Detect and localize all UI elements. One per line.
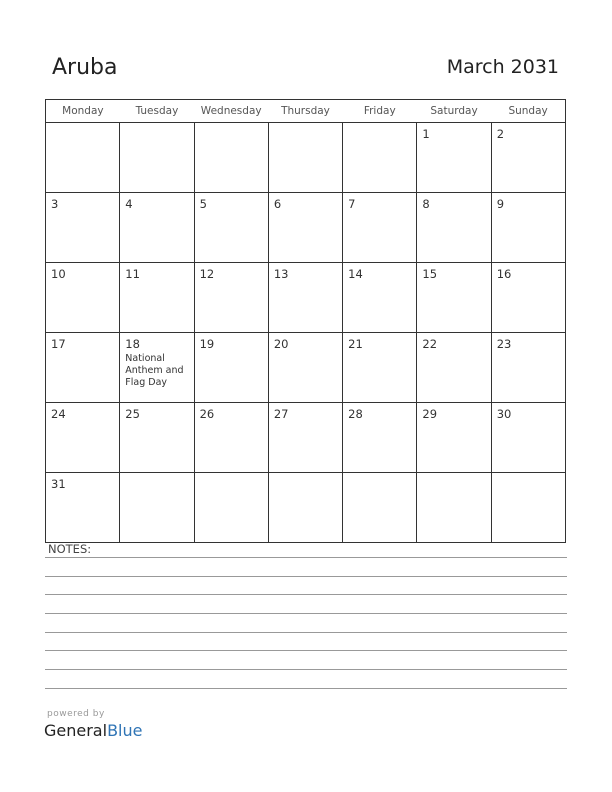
- day-cell: [491, 473, 565, 543]
- day-number: 24: [51, 407, 66, 421]
- day-cell: [343, 123, 417, 193]
- day-number: 28: [348, 407, 363, 421]
- day-cell: [46, 193, 120, 263]
- day-cell: [417, 473, 491, 543]
- day-cell: [120, 333, 194, 403]
- note-line: [45, 557, 567, 558]
- day-number: 6: [273, 197, 282, 211]
- day-cell: [46, 403, 120, 473]
- week-row: [46, 263, 566, 333]
- weekday-header-row: [46, 100, 566, 123]
- day-number: 3: [51, 197, 59, 211]
- day-number: 9: [496, 197, 505, 211]
- day-cell: [268, 193, 342, 263]
- day-cell: [343, 473, 417, 543]
- day-cell: [491, 333, 565, 403]
- day-cell: [343, 193, 417, 263]
- brand-general: General: [44, 721, 108, 740]
- day-number: 11: [125, 267, 140, 281]
- day-cell: [120, 473, 194, 543]
- day-cell: [268, 263, 342, 333]
- day-number: 20: [273, 337, 289, 351]
- day-number: 1: [422, 127, 430, 141]
- note-line: [45, 576, 567, 577]
- day-cell: [343, 333, 417, 403]
- weekday-saturday: Saturday: [417, 100, 491, 123]
- day-cell: [417, 403, 491, 473]
- day-cell: [268, 403, 342, 473]
- day-number: 5: [199, 197, 207, 211]
- day-cell: [268, 333, 342, 403]
- weekday-sunday: Sunday: [491, 100, 565, 123]
- day-cell: [120, 123, 194, 193]
- day-cell: [194, 473, 268, 543]
- weekday-thursday: Thursday: [268, 100, 342, 123]
- week-row: [46, 473, 566, 543]
- day-cell: [268, 123, 342, 193]
- day-number: 22: [422, 337, 438, 351]
- week-row: [46, 333, 566, 403]
- day-cell: [194, 123, 268, 193]
- day-cell: [194, 333, 268, 403]
- day-cell: [417, 123, 491, 193]
- day-number: 2: [496, 127, 505, 141]
- powered-by-label: powered by: [47, 709, 105, 719]
- month-year-title: March 2031: [446, 56, 559, 78]
- weekday-monday: Monday: [46, 100, 120, 123]
- day-number: 30: [496, 407, 512, 421]
- day-cell: [120, 263, 194, 333]
- day-cell: [491, 263, 565, 333]
- country-title: Aruba: [52, 55, 118, 80]
- day-number: 13: [273, 267, 289, 281]
- note-line: [45, 613, 567, 614]
- day-number: 8: [422, 197, 430, 211]
- day-cell: [343, 263, 417, 333]
- weekday-friday: Friday: [343, 100, 417, 123]
- day-number: 19: [199, 337, 215, 351]
- day-number: 18: [125, 337, 140, 351]
- day-cell: [491, 123, 565, 193]
- day-cell: [46, 263, 120, 333]
- day-cell: [491, 403, 565, 473]
- note-line: [45, 688, 567, 689]
- day-cell: [120, 193, 194, 263]
- day-cell: [194, 403, 268, 473]
- calendar-grid: [45, 99, 566, 543]
- day-cell: [417, 333, 491, 403]
- day-number: 25: [125, 407, 140, 421]
- week-row: [46, 123, 566, 193]
- note-line: [45, 669, 567, 670]
- day-number: 17: [51, 337, 66, 351]
- day-number: 16: [496, 267, 512, 281]
- day-number: 7: [348, 197, 356, 211]
- day-number: 21: [348, 337, 363, 351]
- weekday-tuesday: Tuesday: [120, 100, 194, 123]
- day-number: 26: [199, 407, 215, 421]
- day-cell: [343, 403, 417, 473]
- day-cell: [417, 193, 491, 263]
- week-row: [46, 193, 566, 263]
- day-number: 14: [348, 267, 363, 281]
- day-number: 23: [496, 337, 512, 351]
- day-cell: [417, 263, 491, 333]
- day-cell: [268, 473, 342, 543]
- notes-label: NOTES:: [48, 542, 92, 556]
- day-cell: [46, 473, 120, 543]
- holiday-event: National Anthem and Flag Day: [125, 353, 184, 388]
- day-number: 27: [273, 407, 289, 421]
- day-cell: [491, 193, 565, 263]
- generalblue-logo: [44, 721, 142, 740]
- day-number: 29: [422, 407, 438, 421]
- day-cell: [120, 403, 194, 473]
- day-cell: [46, 123, 120, 193]
- note-line: [45, 650, 567, 651]
- note-line: [45, 632, 567, 633]
- day-number: 31: [51, 477, 66, 491]
- note-line: [45, 594, 567, 595]
- day-number: 10: [51, 267, 66, 281]
- day-number: 4: [125, 197, 133, 211]
- brand-blue: Blue: [107, 721, 143, 740]
- day-cell: [46, 333, 120, 403]
- day-cell: [194, 263, 268, 333]
- day-number: 15: [422, 267, 438, 281]
- week-row: [46, 403, 566, 473]
- day-number: 12: [199, 267, 215, 281]
- day-cell: [194, 193, 268, 263]
- weekday-wednesday: Wednesday: [194, 100, 268, 123]
